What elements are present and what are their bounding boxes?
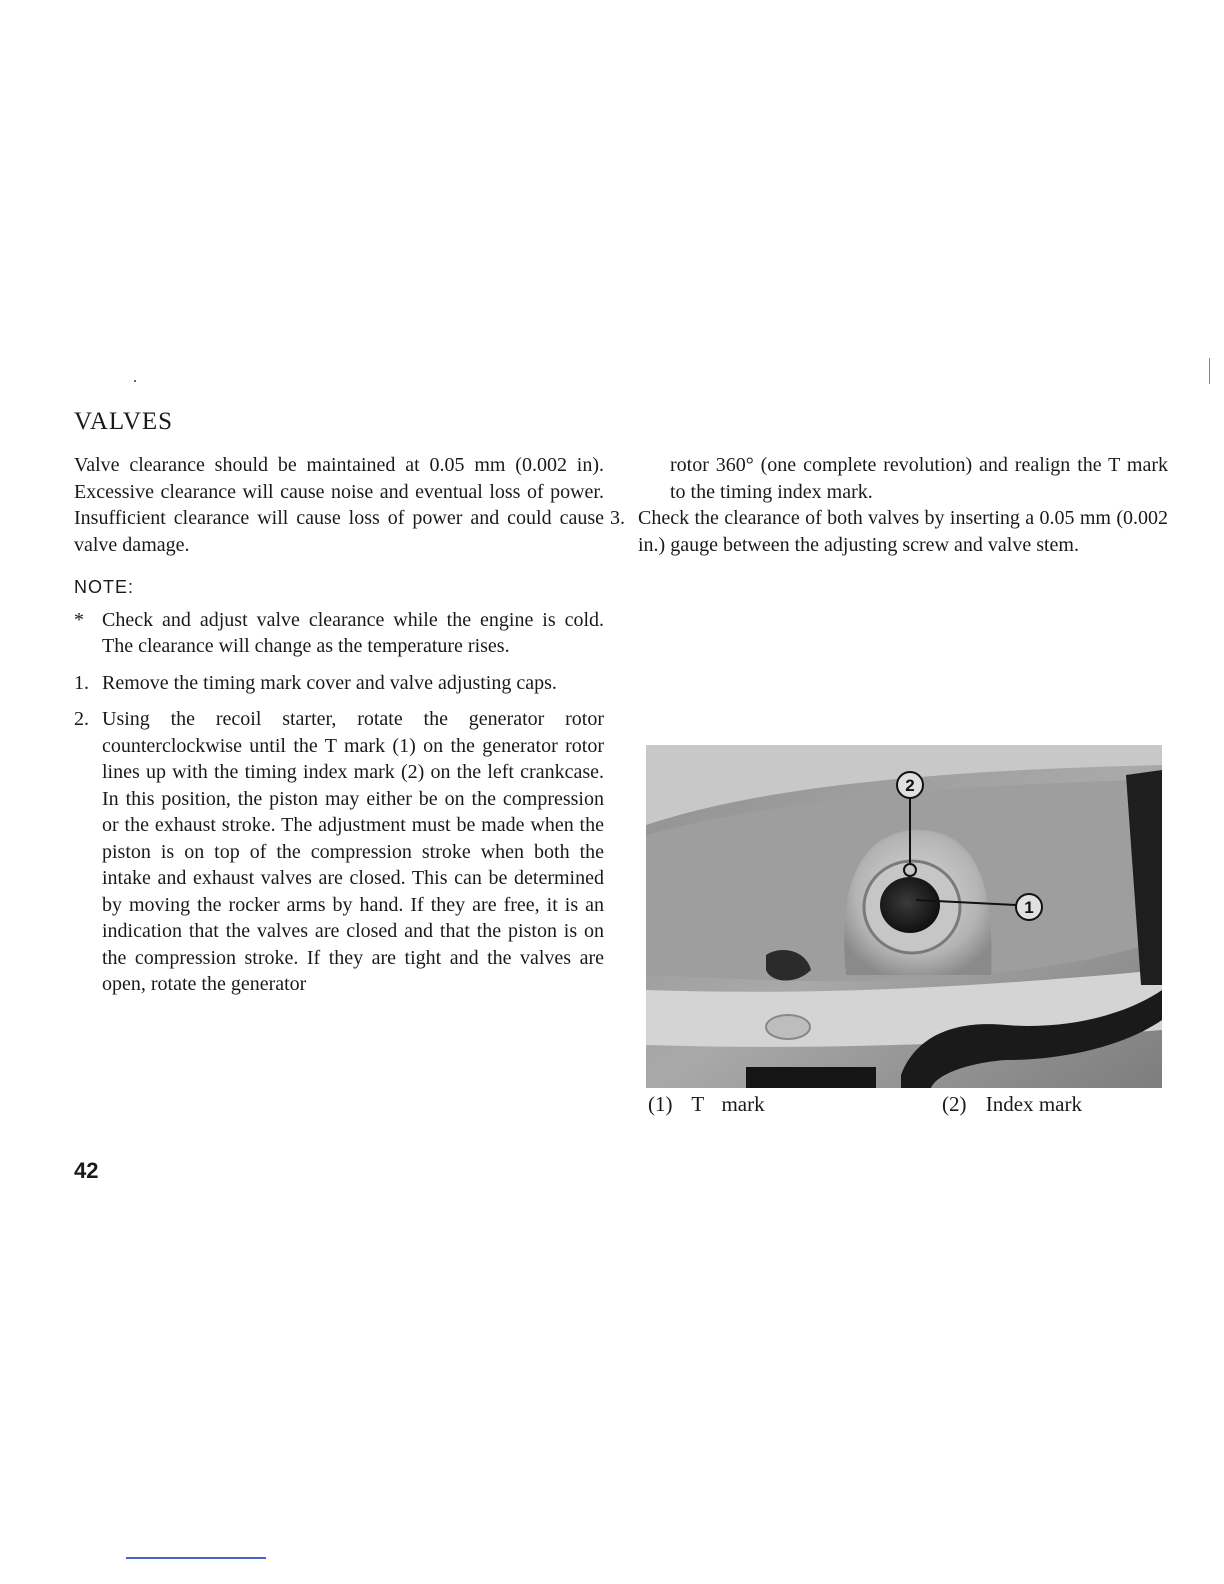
- note-item: [74, 607, 604, 660]
- step-2: [74, 706, 604, 998]
- page-number: 42: [74, 1158, 99, 1183]
- caption-1-text: mark: [721, 1092, 765, 1116]
- right-column: [610, 452, 1168, 568]
- note-text: Check and adjust valve clearance while the engine is cold. The clearance will change as the temperature rises.: [102, 608, 604, 657]
- section-heading: VALVES: [74, 408, 174, 435]
- step-3: [610, 505, 1168, 558]
- callout-2-label: 2: [905, 776, 915, 795]
- caption-2: [942, 1092, 1082, 1117]
- caption-1-letter: T: [691, 1092, 705, 1116]
- step-text: Check the clearance of both valves by inserting a 0.05 mm (0.002 in.) gauge between the adjusting screw and valve stem.: [638, 507, 1168, 556]
- step-2-continuation: rotor 360° (one complete revolution) and realign the T mark to the timing index mark.: [670, 454, 1168, 503]
- scan-speck: [134, 380, 136, 382]
- asterisk-marker: *: [74, 608, 84, 631]
- caption-2-number: (2): [942, 1092, 967, 1116]
- step-number: 2.: [74, 708, 89, 730]
- step-number: 3.: [610, 507, 625, 529]
- callout-1-label: 1: [1024, 898, 1034, 917]
- bottom-rule: [126, 1557, 266, 1559]
- engine-photo-illustration: [646, 745, 1162, 1088]
- scan-edge-mark: [1209, 358, 1210, 384]
- inspection-hole: [880, 877, 940, 933]
- caption-2-text: Index mark: [985, 1092, 1082, 1116]
- step-1: [74, 670, 604, 697]
- step-number: 1.: [74, 671, 89, 694]
- step-text: Using the recoil starter, rotate the generator rotor counterclockwise until the T mark (1) on the generator rotor lines up with the timing index mark (2) on the left crankcase. In this position, the piston may either be on the compression or the exhaust stroke. The adjustment must be made when the piston is on top of the compression stroke when both the intake and exhaust valves are closed. This can be determined by moving the rocker arms by hand. If they are free, it is an indication that the valves are closed and that the piston is on the compression stroke. If they are tight and the valves are open, rotate the generator: [102, 708, 604, 995]
- caption-1: [648, 1092, 765, 1117]
- intro-paragraph: Valve clearance should be maintained at 0.05 mm (0.002 in). Excessive clearance will cause noise and eventual loss of power. Insufficient clearance will cause loss of power and could cause valve damage.: [74, 454, 604, 556]
- lower-dark-strip: [746, 1067, 876, 1088]
- fastener: [766, 1015, 810, 1039]
- note-label: NOTE:: [74, 577, 135, 597]
- left-column: [74, 452, 604, 1008]
- caption-1-number: (1): [648, 1092, 673, 1116]
- engine-photo: [646, 745, 1162, 1088]
- step-text: Remove the timing mark cover and valve adjusting caps.: [102, 671, 557, 694]
